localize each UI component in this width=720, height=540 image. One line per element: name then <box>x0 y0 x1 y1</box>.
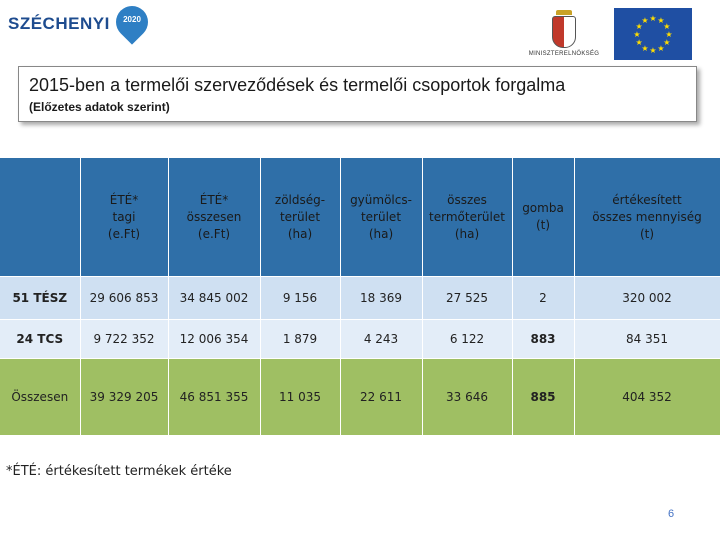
table-cell: 29 606 853 <box>80 277 168 320</box>
table-cell: 84 351 <box>574 320 720 359</box>
column-header-line: gomba <box>522 201 564 215</box>
page-number: 6 <box>668 508 675 520</box>
eu-star-icon: ★ <box>665 30 673 39</box>
column-header-line: (t) <box>535 218 551 232</box>
column-header-line: gyümölcs- <box>350 192 412 207</box>
table-cell: 320 002 <box>574 277 720 320</box>
eu-star-icon: ★ <box>649 46 657 55</box>
eu-star-icon: ★ <box>641 43 649 53</box>
table-cell: 404 352 <box>574 359 720 436</box>
table-cell: 883 <box>512 320 574 359</box>
eu-star-icon: ★ <box>641 16 649 26</box>
eu-star-icon: ★ <box>657 16 665 26</box>
column-header-line: terület <box>279 209 321 224</box>
eu-stars-icon <box>614 8 692 60</box>
eu-star-icon: ★ <box>657 43 665 53</box>
table-cell: 2 <box>512 277 574 320</box>
column-header <box>80 158 168 277</box>
column-header-line: zöldség- <box>274 192 326 207</box>
szechenyi-year: 2020 <box>123 15 141 24</box>
total-row <box>0 359 720 436</box>
ministry-label: MINISZTERELNÖKSÉG <box>528 51 600 57</box>
page-title: 2015-ben a termelői szerveződések és termelői csoportok forgalma <box>29 75 566 95</box>
table-cell: 11 035 <box>260 359 340 436</box>
table-cell: 18 369 <box>340 277 422 320</box>
table-cell: 1 879 <box>260 320 340 359</box>
table-row <box>0 277 720 320</box>
table-cell: 39 329 205 <box>80 359 168 436</box>
column-header-line: (e.Ft) <box>197 226 231 241</box>
eu-star-icon: ★ <box>633 30 641 39</box>
table-row <box>0 320 720 359</box>
column-header <box>340 158 422 277</box>
column-header-line: összes <box>447 192 487 207</box>
data-table <box>0 158 720 436</box>
row-label: 51 TÉSZ <box>0 277 80 320</box>
column-header-line: összesen <box>186 209 242 224</box>
column-header-line: terület <box>360 209 402 224</box>
table-cell: 885 <box>512 359 574 436</box>
column-header-line: tagi <box>112 209 136 224</box>
eu-flag-logo <box>614 8 692 60</box>
column-header <box>260 158 340 277</box>
table-cell: 22 611 <box>340 359 422 436</box>
eu-star-icon: ★ <box>663 22 671 31</box>
table-cell: 6 122 <box>422 320 512 359</box>
table-header-row <box>0 158 720 277</box>
column-header-line: értékesített <box>612 192 682 207</box>
column-header-line: összes mennyiség <box>592 209 702 224</box>
column-header-line: (ha) <box>368 226 394 241</box>
eu-star-icon: ★ <box>663 38 671 47</box>
szechenyi-wordmark: SZÉCHENYI <box>8 14 110 33</box>
column-header-line: ÉTÉ* <box>199 192 229 207</box>
eu-star-icon: ★ <box>635 22 643 31</box>
table-cell: 9 722 352 <box>80 320 168 359</box>
table-cell: 4 243 <box>340 320 422 359</box>
column-header-line: (ha) <box>287 226 313 241</box>
coat-of-arms-icon <box>552 16 576 48</box>
table-corner-cell <box>0 158 80 277</box>
eu-star-icon: ★ <box>649 14 657 23</box>
column-header-line: (ha) <box>454 226 480 241</box>
ministry-logo <box>524 10 604 60</box>
table-cell: 27 525 <box>422 277 512 320</box>
column-header <box>422 158 512 277</box>
column-header-line: (t) <box>639 226 655 241</box>
column-header-line: (e.Ft) <box>107 226 141 241</box>
column-header <box>574 158 720 277</box>
table-cell: 33 646 <box>422 359 512 436</box>
title-box <box>18 66 697 122</box>
column-header-line: ÉTÉ* <box>109 192 139 207</box>
page-subtitle: (Előzetes adatok szerint) <box>29 100 170 114</box>
szechenyi-logo <box>8 6 148 50</box>
crown-icon <box>556 10 572 15</box>
table-cell: 34 845 002 <box>168 277 260 320</box>
table-cell: 9 156 <box>260 277 340 320</box>
column-header <box>168 158 260 277</box>
row-label: 24 TCS <box>0 320 80 359</box>
footnote: *ÉTÉ: értékesített termékek értéke <box>6 464 232 479</box>
table-cell: 46 851 355 <box>168 359 260 436</box>
table-cell: 12 006 354 <box>168 320 260 359</box>
column-header <box>512 158 574 277</box>
row-label: Összesen <box>0 359 80 436</box>
eu-star-icon: ★ <box>635 38 643 47</box>
column-header-line: termőterület <box>429 209 505 224</box>
